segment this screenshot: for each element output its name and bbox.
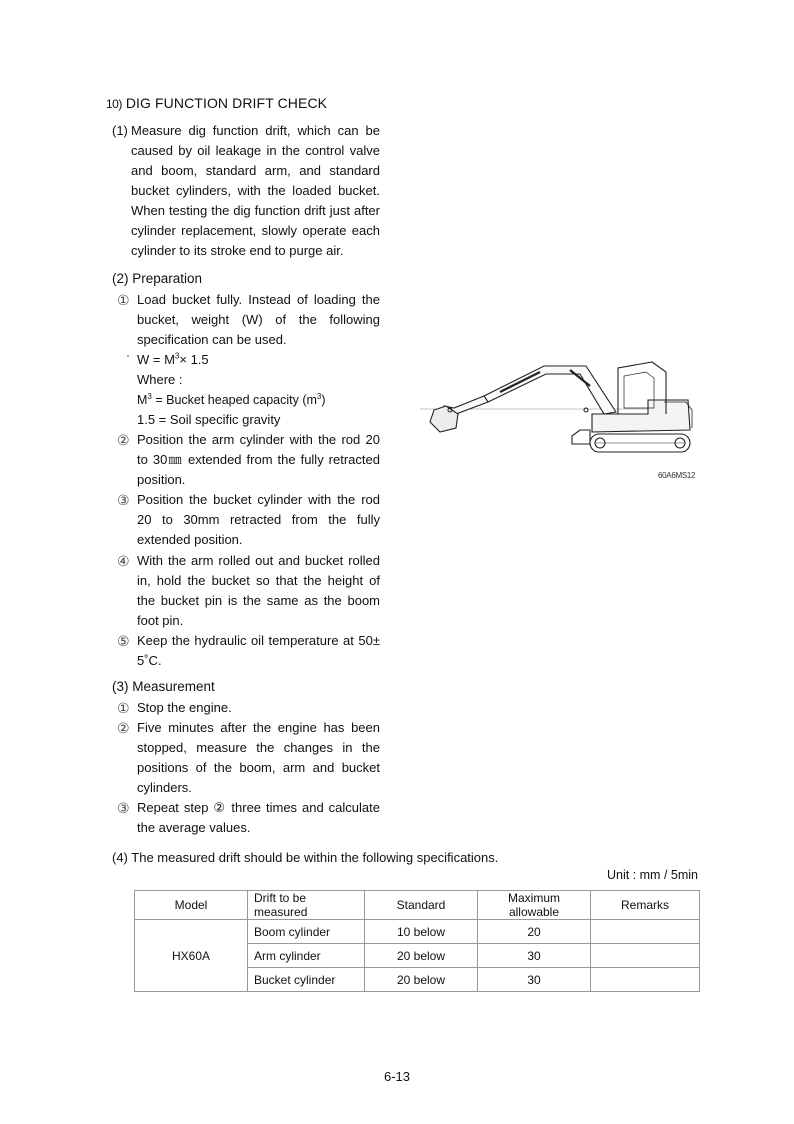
section-title: DIG FUNCTION DRIFT CHECK bbox=[125, 95, 328, 111]
section-number: 10) bbox=[106, 97, 122, 111]
measurement-heading bbox=[112, 679, 215, 694]
prep-item-4 bbox=[117, 551, 380, 631]
m3-close: ) bbox=[321, 393, 326, 407]
prep-item-2 bbox=[117, 430, 380, 490]
formula-where: Where : bbox=[137, 372, 183, 387]
header-model: Model bbox=[135, 891, 248, 920]
prep-item-1-mark: ① bbox=[117, 292, 130, 308]
meas-item-1-mark: ① bbox=[117, 700, 130, 716]
prep-item-5-mark: ⑤ bbox=[117, 633, 130, 649]
prep-item-4-text: With the arm rolled out and bucket rolled in, hold the bucket so that the height of the bucket pin is the same as the boom foot pin. bbox=[137, 553, 380, 628]
unit-note: Unit : mm / 5min bbox=[607, 868, 698, 882]
formula-exponent: 3 bbox=[174, 351, 180, 361]
drift-cell: Bucket cylinder bbox=[248, 968, 365, 992]
formula bbox=[137, 350, 209, 370]
step-4-label: (4) bbox=[112, 850, 128, 865]
remarks-cell bbox=[591, 920, 700, 944]
meas-item-2-mark: ② bbox=[117, 720, 130, 736]
formula-suffix: × 1.5 bbox=[179, 352, 209, 367]
prep-item-2-mark: ② bbox=[117, 432, 130, 448]
drift-cell: Boom cylinder bbox=[248, 920, 365, 944]
meas-item-3 bbox=[117, 798, 380, 838]
step-4 bbox=[112, 848, 498, 868]
m3-text: = Bucket heaped capacity (m bbox=[151, 393, 317, 407]
prep-item-4-mark: ④ bbox=[117, 553, 130, 569]
model-cell: HX60A bbox=[135, 920, 248, 992]
preparation-label: (2) bbox=[112, 271, 129, 286]
excavator-drawing bbox=[420, 352, 700, 462]
formula-gravity: 1.5 = Soil specific gravity bbox=[137, 412, 281, 427]
prep-item-1-text: Load bucket fully. Instead of loading the bucket, weight (W) of the following specification can be used. bbox=[137, 292, 380, 347]
drift-spec-table bbox=[134, 890, 700, 992]
table-row bbox=[135, 920, 700, 944]
meas-item-2 bbox=[117, 718, 380, 798]
measurement-label: (3) bbox=[112, 679, 129, 694]
standard-cell: 10 below bbox=[365, 920, 478, 944]
step-1-label: (1) bbox=[112, 123, 128, 138]
step-1 bbox=[112, 121, 380, 261]
formula-bullet: · bbox=[126, 348, 130, 362]
section-heading bbox=[106, 95, 327, 111]
excavator-figure bbox=[420, 352, 700, 462]
remarks-cell bbox=[591, 944, 700, 968]
prep-item-3-text: Position the bucket cylinder with the rod 20 to 30mm retracted from the fully extended position. bbox=[137, 492, 380, 547]
prep-item-1 bbox=[117, 290, 380, 350]
m3-symbol: M bbox=[137, 393, 148, 407]
preparation-heading bbox=[112, 271, 202, 286]
header-remarks: Remarks bbox=[591, 891, 700, 920]
step-1-text: Measure dig function drift, which can be caused by oil leakage in the control valve and boom, standard arm, and standard bucket cylinders, with the loaded bucket. When testing the dig function drift just after cylinder replacement, slowly operate each cylinder to its stroke end to purge air. bbox=[131, 123, 380, 258]
step-4-text: The measured drift should be within the following specifications. bbox=[131, 850, 499, 865]
m3-unit-exponent: 3 bbox=[316, 391, 322, 401]
prep-item-2-text: Position the arm cylinder with the rod 20 to 30㎜ extended from the fully retracted position. bbox=[137, 432, 380, 487]
max-cell: 30 bbox=[478, 968, 591, 992]
max-cell: 30 bbox=[478, 944, 591, 968]
meas-item-1-text: Stop the engine. bbox=[137, 700, 232, 715]
meas-item-2-text: Five minutes after the engine has been stopped, measure the changes in the positions of the boom, arm and bucket cylinders. bbox=[137, 720, 380, 795]
drift-cell: Arm cylinder bbox=[248, 944, 365, 968]
standard-cell: 20 below bbox=[365, 968, 478, 992]
preparation-title: Preparation bbox=[132, 271, 203, 286]
prep-item-3-mark: ③ bbox=[117, 492, 130, 508]
prep-item-3 bbox=[117, 490, 380, 550]
m3-exponent: 3 bbox=[147, 391, 152, 401]
formula-prefix: W = M bbox=[137, 352, 175, 367]
figure-label: 60A6MS12 bbox=[658, 471, 696, 480]
page-number: 6-13 bbox=[383, 1069, 411, 1084]
header-max: Maximum allowable bbox=[478, 891, 591, 920]
prep-item-5-text: Keep the hydraulic oil temperature at 50± 5˚C. bbox=[137, 633, 380, 668]
meas-item-3-text: Repeat step ② three times and calculate the average values. bbox=[137, 800, 380, 835]
meas-item-3-mark: ③ bbox=[117, 800, 130, 816]
header-drift: Drift to be measured bbox=[248, 891, 365, 920]
prep-item-5 bbox=[117, 631, 380, 671]
standard-cell: 20 below bbox=[365, 944, 478, 968]
remarks-cell bbox=[591, 968, 700, 992]
measurement-title: Measurement bbox=[132, 679, 215, 694]
meas-item-1 bbox=[117, 698, 380, 718]
max-cell: 20 bbox=[478, 920, 591, 944]
header-standard: Standard bbox=[365, 891, 478, 920]
formula-m3-definition bbox=[137, 390, 326, 410]
table-header-row bbox=[135, 891, 700, 920]
